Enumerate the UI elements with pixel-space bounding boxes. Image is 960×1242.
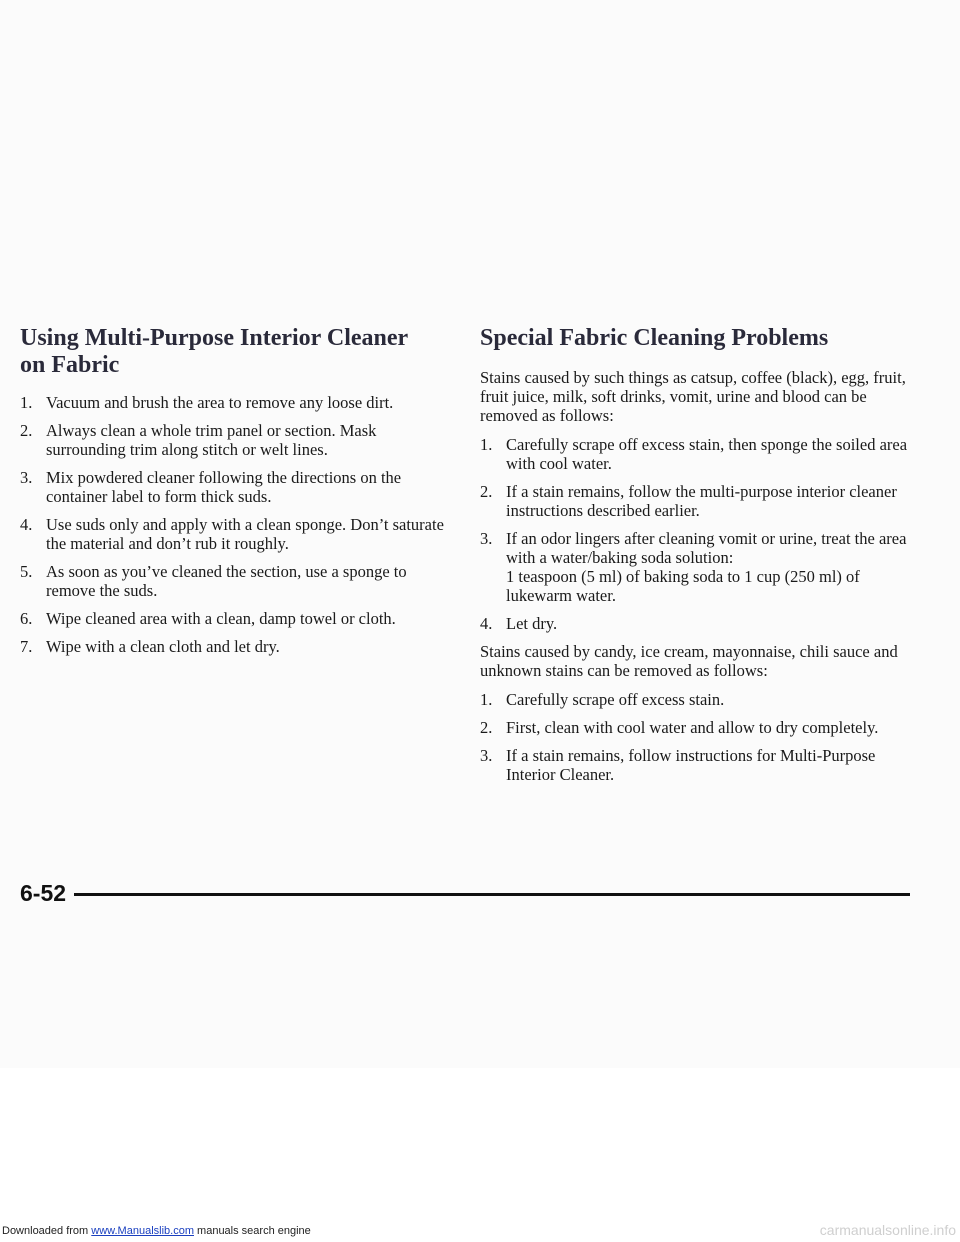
step-text: Let dry. <box>506 614 558 633</box>
step-text: First, clean with cool water and allow to dry completely. <box>506 718 879 737</box>
left-column <box>20 325 445 665</box>
footer-rule <box>74 893 910 896</box>
intro-paragraph-2: Stains caused by candy, ice cream, mayonnaise, chili sauce and unknown stains can be removed as follows: <box>480 642 898 680</box>
stain-steps-list-1 <box>480 435 910 633</box>
footer-prefix: Downloaded from <box>2 1225 92 1237</box>
step-number: 1. <box>20 393 33 412</box>
list-item <box>480 690 910 709</box>
step-number: 1. <box>480 435 493 454</box>
step-text: Carefully scrape off excess stain, then sponge the soiled area with cool water. <box>506 435 908 473</box>
section-heading-multi-purpose-cleaner <box>20 325 445 379</box>
step-text: Always clean a whole trim panel or section. Mask surrounding trim along stitch or welt lines. <box>46 421 377 459</box>
download-footer <box>2 1225 311 1237</box>
list-item <box>480 746 910 784</box>
section-heading-special-fabric: Special Fabric Cleaning Problems <box>480 325 829 351</box>
list-item <box>20 562 445 600</box>
step-text: If an odor lingers after cleaning vomit or urine, treat the area with a water/baking soda solution: <box>506 529 907 567</box>
step-text: If a stain remains, follow instructions for Multi-Purpose Interior Cleaner. <box>506 746 876 784</box>
step-text: Wipe with a clean cloth and let dry. <box>46 637 280 656</box>
list-item <box>20 609 445 628</box>
watermark: carmanualsonline.info <box>819 1222 956 1238</box>
step-number: 7. <box>20 637 33 656</box>
step-number: 2. <box>480 482 493 501</box>
list-item <box>20 468 445 506</box>
step-text: If a stain remains, follow the multi-purpose interior cleaner instructions described earlier. <box>506 482 897 520</box>
heading-line-1: Using Multi-Purpose Interior Cleaner <box>20 325 409 351</box>
cleaning-steps-list <box>20 393 445 656</box>
right-column <box>480 325 910 793</box>
list-item <box>20 421 445 459</box>
list-item <box>20 515 445 553</box>
step-text: Carefully scrape off excess stain. <box>506 690 725 709</box>
step-number: 4. <box>20 515 33 534</box>
list-item <box>480 614 910 633</box>
step-number: 3. <box>20 468 33 487</box>
step-text: Mix powdered cleaner following the directions on the container label to form thick suds. <box>46 468 402 506</box>
list-item <box>20 637 445 656</box>
list-item <box>480 435 910 473</box>
stain-steps-list-2 <box>480 690 910 784</box>
footer-suffix: manuals search engine <box>193 1225 311 1237</box>
heading-line-2: on Fabric <box>20 352 120 378</box>
step-number: 2. <box>20 421 33 440</box>
step-text: As soon as you’ve cleaned the section, use a sponge to remove the suds. <box>46 562 407 600</box>
step-number: 3. <box>480 529 493 548</box>
list-item <box>480 529 910 605</box>
manualslib-link[interactable]: www.Manualslib.com <box>91 1225 194 1237</box>
step-text-ratio: 1 teaspoon (5 ml) of baking soda to 1 cup (250 ml) of lukewarm water. <box>506 567 860 605</box>
step-number: 4. <box>480 614 493 633</box>
step-number: 3. <box>480 746 493 765</box>
page-number: 6-52 <box>20 880 67 906</box>
step-number: 6. <box>20 609 33 628</box>
list-item <box>480 718 910 737</box>
step-text: Wipe cleaned area with a clean, damp towel or cloth. <box>46 609 396 628</box>
step-number: 1. <box>480 690 493 709</box>
step-text: Use suds only and apply with a clean sponge. Don’t saturate the material and don’t rub it roughly. <box>46 515 444 553</box>
step-text: Vacuum and brush the area to remove any loose dirt. <box>46 393 394 412</box>
intro-paragraph-1: Stains caused by such things as catsup, coffee (black), egg, fruit, fruit juice, milk, soft drinks, vomit, urine and blood can be removed as follows: <box>480 368 906 425</box>
list-item <box>480 482 910 520</box>
step-number: 2. <box>480 718 493 737</box>
list-item <box>20 393 445 412</box>
step-number: 5. <box>20 562 33 581</box>
